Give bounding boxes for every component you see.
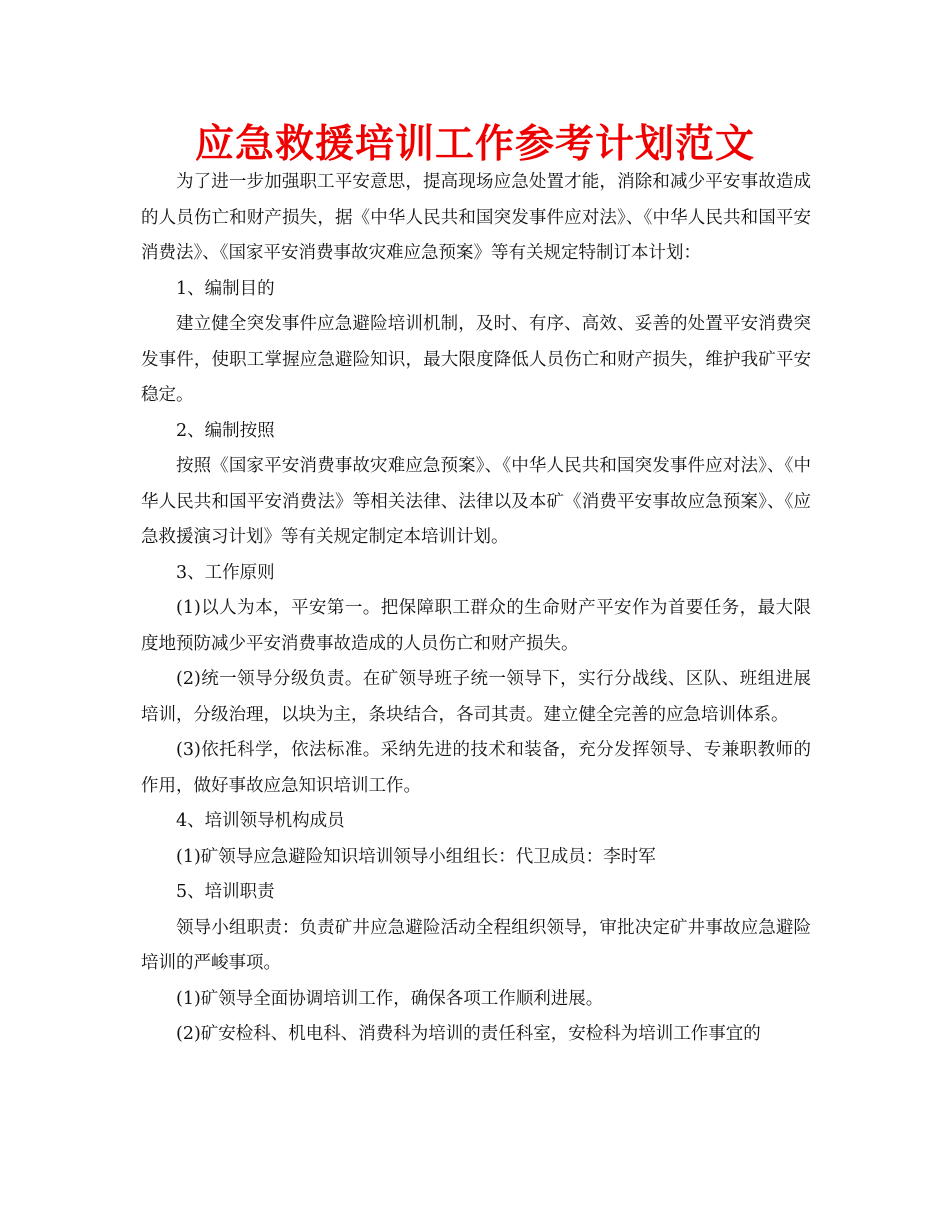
paragraph-duty-1: (1)矿领导全面协调培训工作，确保各项工作顺利进展。 <box>176 988 604 1009</box>
section-heading-duties: 5、培训职责 <box>176 882 275 902</box>
paragraph-basis: 按照《国家平安消费事故灾难应急预案》、《中华人民共和国突发事件应对法》、《中华人民共和国平安消费法》等相关法律、法律以及本矿《消费平安事故应急预案》、《应急救援演习计划》等有关规定制定本培训计划。 <box>141 456 811 547</box>
paragraph-duties: 领导小组职责：负责矿井应急避险活动全程组织领导，审批决定矿井事故应急避险培训的严峻事项。 <box>141 917 811 973</box>
section-heading-basis: 2、编制按照 <box>176 420 275 441</box>
document-body <box>141 165 811 1053</box>
paragraph-principle-1: (1)以人为本，平安第一。把保障职工群众的生命财产平安作为首要任务，最大限度地预防减少平安消费事故造成的人员伤亡和财产损失。 <box>141 598 811 654</box>
paragraph-principle-3: (3)依托科学，依法标准。采纳先进的技术和装备，充分发挥领导、专兼职教师的作用，做好事故应急知识培训工作。 <box>141 740 811 796</box>
section-heading-purpose: 1、编制目的 <box>176 278 275 299</box>
document-title: 应急救援培训工作参考计划范文 <box>194 122 755 167</box>
paragraph-intro: 为了进一步加强职工平安意思，提高现场应急处置才能，消除和减少平安事故造成的人员伤亡和财产损失，据《中华人民共和国突发事件应对法》、《中华人民共和国平安消费法》、《国家平安消费事故灾难应急预案》等有关规定特制订本计划： <box>141 172 811 263</box>
section-heading-principles: 3、工作原则 <box>176 562 275 583</box>
paragraph-duty-2: (2)矿安检科、机电科、消费科为培训的责任科室，安检科为培训工作事宜的 <box>176 1024 761 1044</box>
paragraph-purpose: 建立健全突发事件应急避险培训机制，及时、有序、高效、妥善的处置平安消费突发事件，使职工掌握应急避险知识，最大限度降低人员伤亡和财产损失，维护我矿平安稳定。 <box>141 314 811 405</box>
section-heading-members: 4、培训领导机构成员 <box>176 811 345 831</box>
paragraph-members: (1)矿领导应急避险知识培训领导小组组长：代卫成员：李时军 <box>176 846 656 867</box>
paragraph-principle-2: (2)统一领导分级负责。在矿领导班子统一领导下，实行分战线、区队、班组进展培训，分级治理，以块为主，条块结合，各司其责。建立健全完善的应急培训体系。 <box>141 669 811 725</box>
